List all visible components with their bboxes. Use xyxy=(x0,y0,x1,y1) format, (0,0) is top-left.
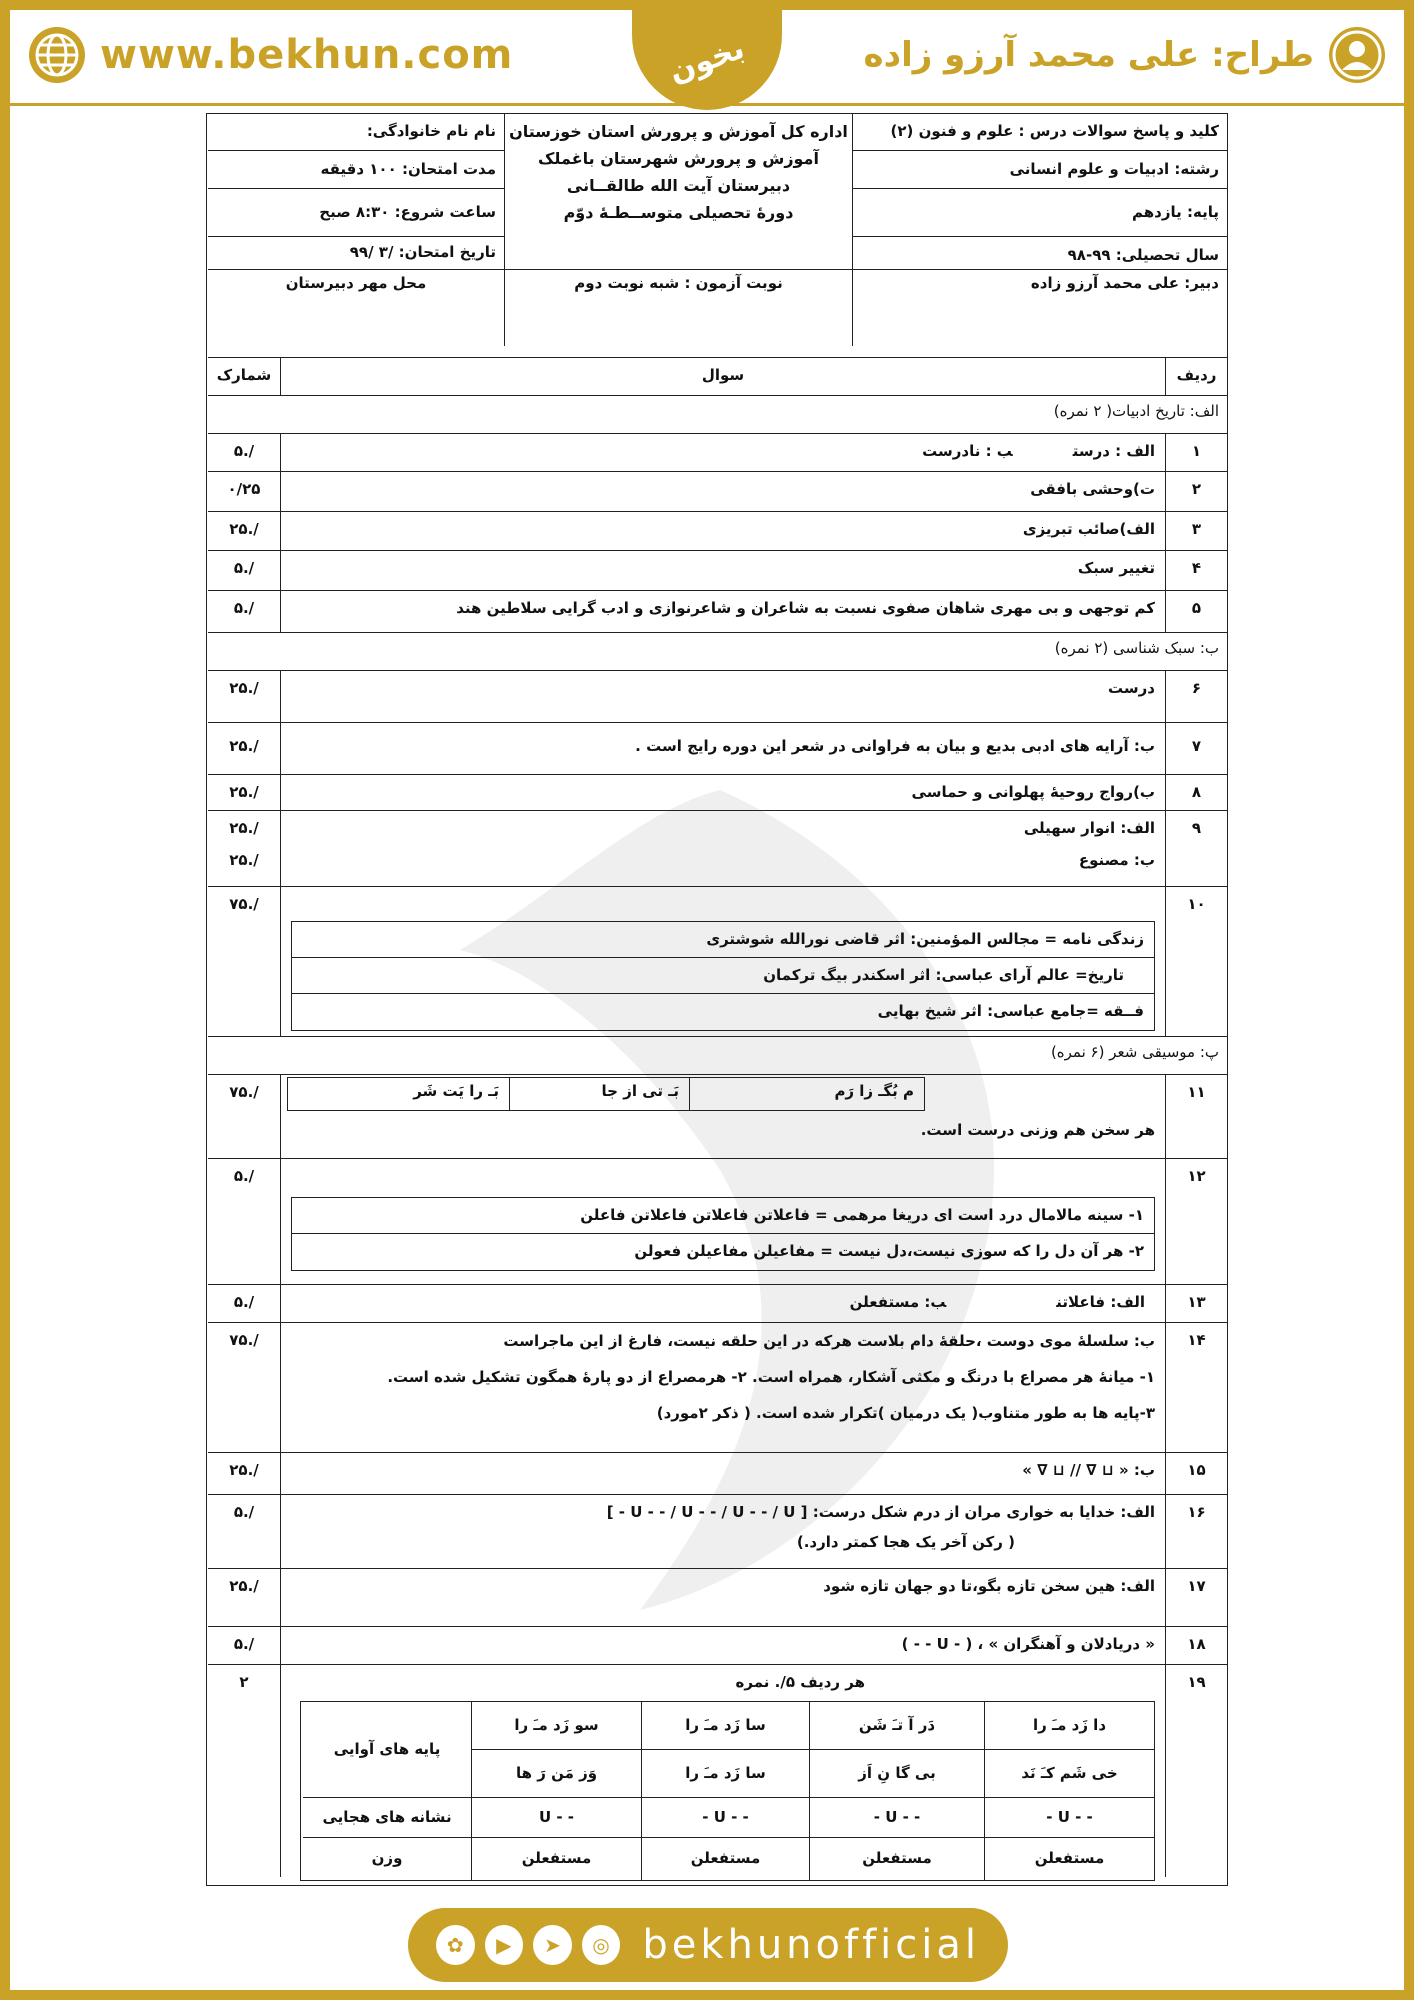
row-number: ۱۱ xyxy=(1165,1075,1227,1158)
score: ۰/۲۵ xyxy=(227,480,261,498)
brand-logo xyxy=(632,10,782,110)
exam-header xyxy=(208,114,1227,346)
table-row xyxy=(208,1569,1227,1627)
score: /.۵ xyxy=(233,442,255,460)
answer-note: هر سخن هم وزنی درست است. xyxy=(920,1121,1155,1139)
page xyxy=(10,10,1404,1990)
website-link[interactable] xyxy=(26,24,513,86)
table-header-row xyxy=(208,358,1227,396)
row-label: پایه های آوایی xyxy=(303,1702,471,1798)
answer-line: ( رکن آخر یک هجا کمتر دارد.) xyxy=(796,1532,1015,1551)
teacher-name: دبیر: علی محمد آرزو زاده xyxy=(1030,274,1219,292)
table-row xyxy=(208,1665,1227,1877)
answer-cell: ب: آرایه های ادبی بدیع و بیان به فراوانی در شعر این دوره رایج است . xyxy=(280,723,1165,774)
meter-cell: مستفعلن xyxy=(641,1838,809,1880)
syllable-cell: سو زَد مـَ را xyxy=(471,1702,641,1750)
score: /.۷۵ xyxy=(229,1331,259,1349)
table-row xyxy=(208,434,1227,472)
syllable-cell: وَز مَن رَ ها xyxy=(471,1750,641,1798)
answer-cell xyxy=(280,434,1165,471)
syllable-cell: سا زَد مـَ را xyxy=(641,1702,809,1750)
row-number: ۵ xyxy=(1165,591,1227,632)
header-right-column xyxy=(852,114,1227,346)
telegram-icon[interactable]: ➤ xyxy=(533,1925,572,1965)
meter-cell: مستفعلن xyxy=(471,1838,641,1880)
score: /.۵ xyxy=(233,1635,255,1653)
exam-session: نوبت آزمون : شبه نوبت دوم xyxy=(574,274,783,292)
answer-cell xyxy=(280,1159,1165,1284)
course-title: کلید و پاسخ سوالات درس : علوم و فنون (۲) xyxy=(853,114,1227,151)
syllable-cell: سا زَد مـَ را xyxy=(641,1750,809,1798)
syllable-table xyxy=(287,1077,925,1111)
start-time: ساعت شروع: ۸:۳۰ صبح xyxy=(208,189,504,237)
table-row xyxy=(208,1159,1227,1285)
top-banner xyxy=(10,10,1404,106)
aparat-icon[interactable]: ✿ xyxy=(436,1925,475,1965)
table-row xyxy=(208,591,1227,633)
answer-line: الف: خدایا به خواری مران از درم شکل درست: [ U - - / U - - / U - - / U - ] xyxy=(606,1503,1155,1521)
score: /.۲۵ xyxy=(229,679,259,697)
col-row-header: ردیف xyxy=(1165,358,1227,395)
book-row: فــقه =جامع عباسی: اثر شیخ بهایی xyxy=(877,1002,1144,1021)
score: /.۲۵ xyxy=(229,520,259,538)
score: /.۲۵ xyxy=(229,783,259,801)
meter-table xyxy=(291,1197,1155,1271)
table-row xyxy=(208,1627,1227,1665)
province-office: اداره کل آموزش و پرورش استان خوزستان xyxy=(509,122,848,141)
syllable-cell: بی گا نِ اَز xyxy=(809,1750,984,1798)
syllable-cell: م بُگـ زا رَم xyxy=(689,1078,924,1110)
score: /.۵ xyxy=(233,1503,255,1521)
section-literary-history: الف: تاریخ ادبیات( ۲ نمره) xyxy=(208,396,1227,434)
score: /.۷۵ xyxy=(229,895,259,913)
section-stylistics: ب: سبک شناسی (۲ نمره) xyxy=(208,633,1227,671)
table-row xyxy=(208,1285,1227,1323)
meter-cell: مستفعلن xyxy=(809,1838,984,1880)
school-name: دبیرستان آیت الله طالقــانی xyxy=(566,176,791,195)
table-row xyxy=(208,512,1227,551)
answer-cell xyxy=(280,887,1165,1036)
instagram-icon[interactable]: ◎ xyxy=(582,1925,621,1965)
pattern-cell: - - U - xyxy=(809,1798,984,1838)
score: /.۵ xyxy=(233,1167,255,1185)
row-number: ۳ xyxy=(1165,512,1227,550)
field-of-study: رشته: ادبیات و علوم انسانی xyxy=(853,151,1227,189)
syllable-analysis-table xyxy=(300,1701,1155,1881)
row-number: ۱۰ xyxy=(1165,887,1227,1036)
row-number: ۸ xyxy=(1165,775,1227,810)
table-row xyxy=(208,723,1227,775)
row-number: ۱۹ xyxy=(1165,1665,1227,1877)
city-office: آموزش و پرورش شهرستان باغملک xyxy=(538,149,819,168)
globe-icon xyxy=(26,24,88,86)
answer-cell: « دریادلان و آهنگران » ، ( - U - - ) xyxy=(280,1627,1165,1664)
answer-cell: الف: هین سخن تازه بگو،تا دو جهان تازه شود xyxy=(280,1569,1165,1626)
score-b: /.۲۵ xyxy=(229,850,259,869)
row-label: نشانه های هجایی xyxy=(303,1798,471,1838)
score: /.۷۵ xyxy=(229,1083,259,1101)
answer-part-a: الف : درست xyxy=(1072,442,1155,460)
answer-cell: تغییر سبک xyxy=(280,551,1165,590)
row-number: ۶ xyxy=(1165,671,1227,722)
answer-cell xyxy=(280,1665,1165,1877)
pattern-cell: - - U - xyxy=(641,1798,809,1838)
center-box xyxy=(505,114,852,270)
logo-text: بخون xyxy=(664,30,750,90)
table-row xyxy=(208,811,1227,887)
col-question-header: سوال xyxy=(280,358,1165,395)
score: /.۲۵ xyxy=(229,1577,259,1595)
score: ۲ xyxy=(239,1673,249,1691)
academic-year: سال تحصیلی: ۹۹-۹۸ xyxy=(853,237,1227,270)
table-row xyxy=(208,1075,1227,1159)
row-number: ۱ xyxy=(1165,434,1227,471)
website-url: www.bekhun.com xyxy=(100,32,514,78)
row-number: ۱۶ xyxy=(1165,1495,1227,1568)
table-row xyxy=(208,1495,1227,1569)
answer-cell: درست xyxy=(280,671,1165,722)
school-stamp-area: محل مهر دبیرستان xyxy=(285,274,427,292)
answer-cell xyxy=(280,1075,1165,1158)
table-row xyxy=(208,1323,1227,1453)
col-score-header: شمارک xyxy=(216,366,272,384)
answer-part-b: ب : نادرست xyxy=(922,442,1013,460)
answer-cell: الف)صائب تبریزی xyxy=(280,512,1165,550)
education-level: دورهٔ تحصیلی متوســطـهٔ دوّم xyxy=(563,203,794,222)
answer-line: ۱- میانهٔ هر مصراع با درنگ و مکثی آشکار، همراه است. ۲- هرمصراع از دو پارهٔ همگون تشکیل شده است. xyxy=(387,1368,1155,1386)
book-type-table xyxy=(291,921,1155,1031)
row-number: ۱۴ xyxy=(1165,1323,1227,1452)
designer-name: طراح: علی محمد آرزو زاده xyxy=(863,35,1314,75)
row-number: ۱۳ xyxy=(1165,1285,1227,1322)
score: /.۵ xyxy=(233,559,255,577)
table-row xyxy=(208,775,1227,811)
score: /.۲۵ xyxy=(229,737,259,755)
student-name-field: نام نام خانوادگی: xyxy=(208,114,504,151)
exam-duration: مدت امتحان: ۱۰۰ دقیقه xyxy=(208,151,504,189)
answer-part-b: ب: مصنوع xyxy=(1078,850,1155,869)
section-poetry-music: پ: موسیقی شعر (۶ نمره) xyxy=(208,1037,1227,1075)
answer-table xyxy=(208,357,1227,1877)
score-a: /.۲۵ xyxy=(229,819,259,837)
scoring-note: هر ردیف ۵/. نمره xyxy=(735,1673,865,1691)
score: /.۲۵ xyxy=(229,1461,259,1479)
meter-cell: مستفعلن xyxy=(984,1838,1154,1880)
table-row xyxy=(208,671,1227,723)
header-left-column xyxy=(208,114,504,346)
syllable-cell: بَـ را یَت شَر xyxy=(413,1082,499,1100)
row-number: ۱۸ xyxy=(1165,1627,1227,1664)
book-row: زندگی نامه = مجالس المؤمنین: اثر قاضی نورالله شوشتری xyxy=(292,922,1154,958)
answer-cell: کم توجهی و بی مهری شاهان صفوی نسبت به شاعران و شاعرنوازی و ادب گرایی سلاطین هند xyxy=(280,591,1165,632)
answer-cell: ت)وحشی بافقی xyxy=(280,472,1165,511)
row-number: ۲ xyxy=(1165,472,1227,511)
grade-level: پایه: یازدهم xyxy=(853,189,1227,237)
answer-cell xyxy=(280,1495,1165,1568)
answer-part-a: الف: فاعلاتن xyxy=(1056,1293,1145,1311)
user-icon xyxy=(1326,24,1388,86)
answer-cell xyxy=(280,1285,1165,1322)
answer-line: ب: سلسلهٔ موی دوست ،حلقهٔ دام بلاست هرکه در این حلقه نیست، فارغ از این ماجراست xyxy=(503,1332,1155,1350)
answer-sheet xyxy=(206,113,1228,1886)
row-number: ۱۷ xyxy=(1165,1569,1227,1626)
answer-part-b: ب: مستفعلن xyxy=(849,1293,947,1311)
pattern-cell: - - U - xyxy=(984,1798,1154,1838)
score: /.۵ xyxy=(233,599,255,617)
answer-line: ۳-پایه ها به طور متناوب( یک درمیان )تکرار شده است. ( ذکر ۲مورد) xyxy=(656,1404,1155,1422)
score: /.۵ xyxy=(233,1293,255,1311)
table-row xyxy=(208,887,1227,1037)
row-number: ۱۲ xyxy=(1165,1159,1227,1284)
answer-cell: ب: « ⊔ ∇ // ⊔ ∇ » xyxy=(280,1453,1165,1494)
social-footer xyxy=(408,1908,1008,1982)
syllable-cell: بَـ تی از جا xyxy=(509,1078,689,1110)
book-row: تاریخ= عالم آرای عباسی: اثر اسکندر بیگ ترکمان xyxy=(292,958,1154,994)
meter-row: ۲- هر آن دل را که سوزی نیست،دل نیست = مفاعیلن مفاعیلن فعولن xyxy=(634,1242,1144,1261)
table-row xyxy=(208,1453,1227,1495)
syllable-cell: خی شَم کـَ نَد xyxy=(984,1750,1154,1798)
row-number: ۴ xyxy=(1165,551,1227,590)
score xyxy=(208,811,280,886)
answer-cell: ب)رواج روحیهٔ پهلوانی و حماسی xyxy=(280,775,1165,810)
exam-date: تاریخ امتحان: /۳ /۹۹ xyxy=(208,237,504,270)
pattern-cell: - - U xyxy=(471,1798,641,1838)
row-label: وزن xyxy=(371,1849,403,1868)
syllable-cell: دا زَد مـَ را xyxy=(984,1702,1154,1750)
row-number: ۱۵ xyxy=(1165,1453,1227,1494)
syllable-cell: دَر آ تـَ شَن xyxy=(809,1702,984,1750)
answer-cell xyxy=(280,811,1165,886)
table-row xyxy=(208,472,1227,512)
social-handle[interactable]: bekhunofficial xyxy=(642,1922,981,1968)
designer-credit xyxy=(864,24,1388,86)
table-row xyxy=(208,551,1227,591)
row-number: ۷ xyxy=(1165,723,1227,774)
answer-cell xyxy=(280,1323,1165,1452)
meter-row: ۱- سینه مالامال درد است ای دریغا مرهمی = فاعلاتن فاعلاتن فاعلاتن فاعلن xyxy=(292,1198,1154,1234)
row-number: ۹ xyxy=(1165,811,1227,886)
youtube-icon[interactable]: ▶ xyxy=(485,1925,524,1965)
header-center-column xyxy=(504,114,852,346)
answer-part-a: الف: انوار سهیلی xyxy=(1023,819,1155,837)
